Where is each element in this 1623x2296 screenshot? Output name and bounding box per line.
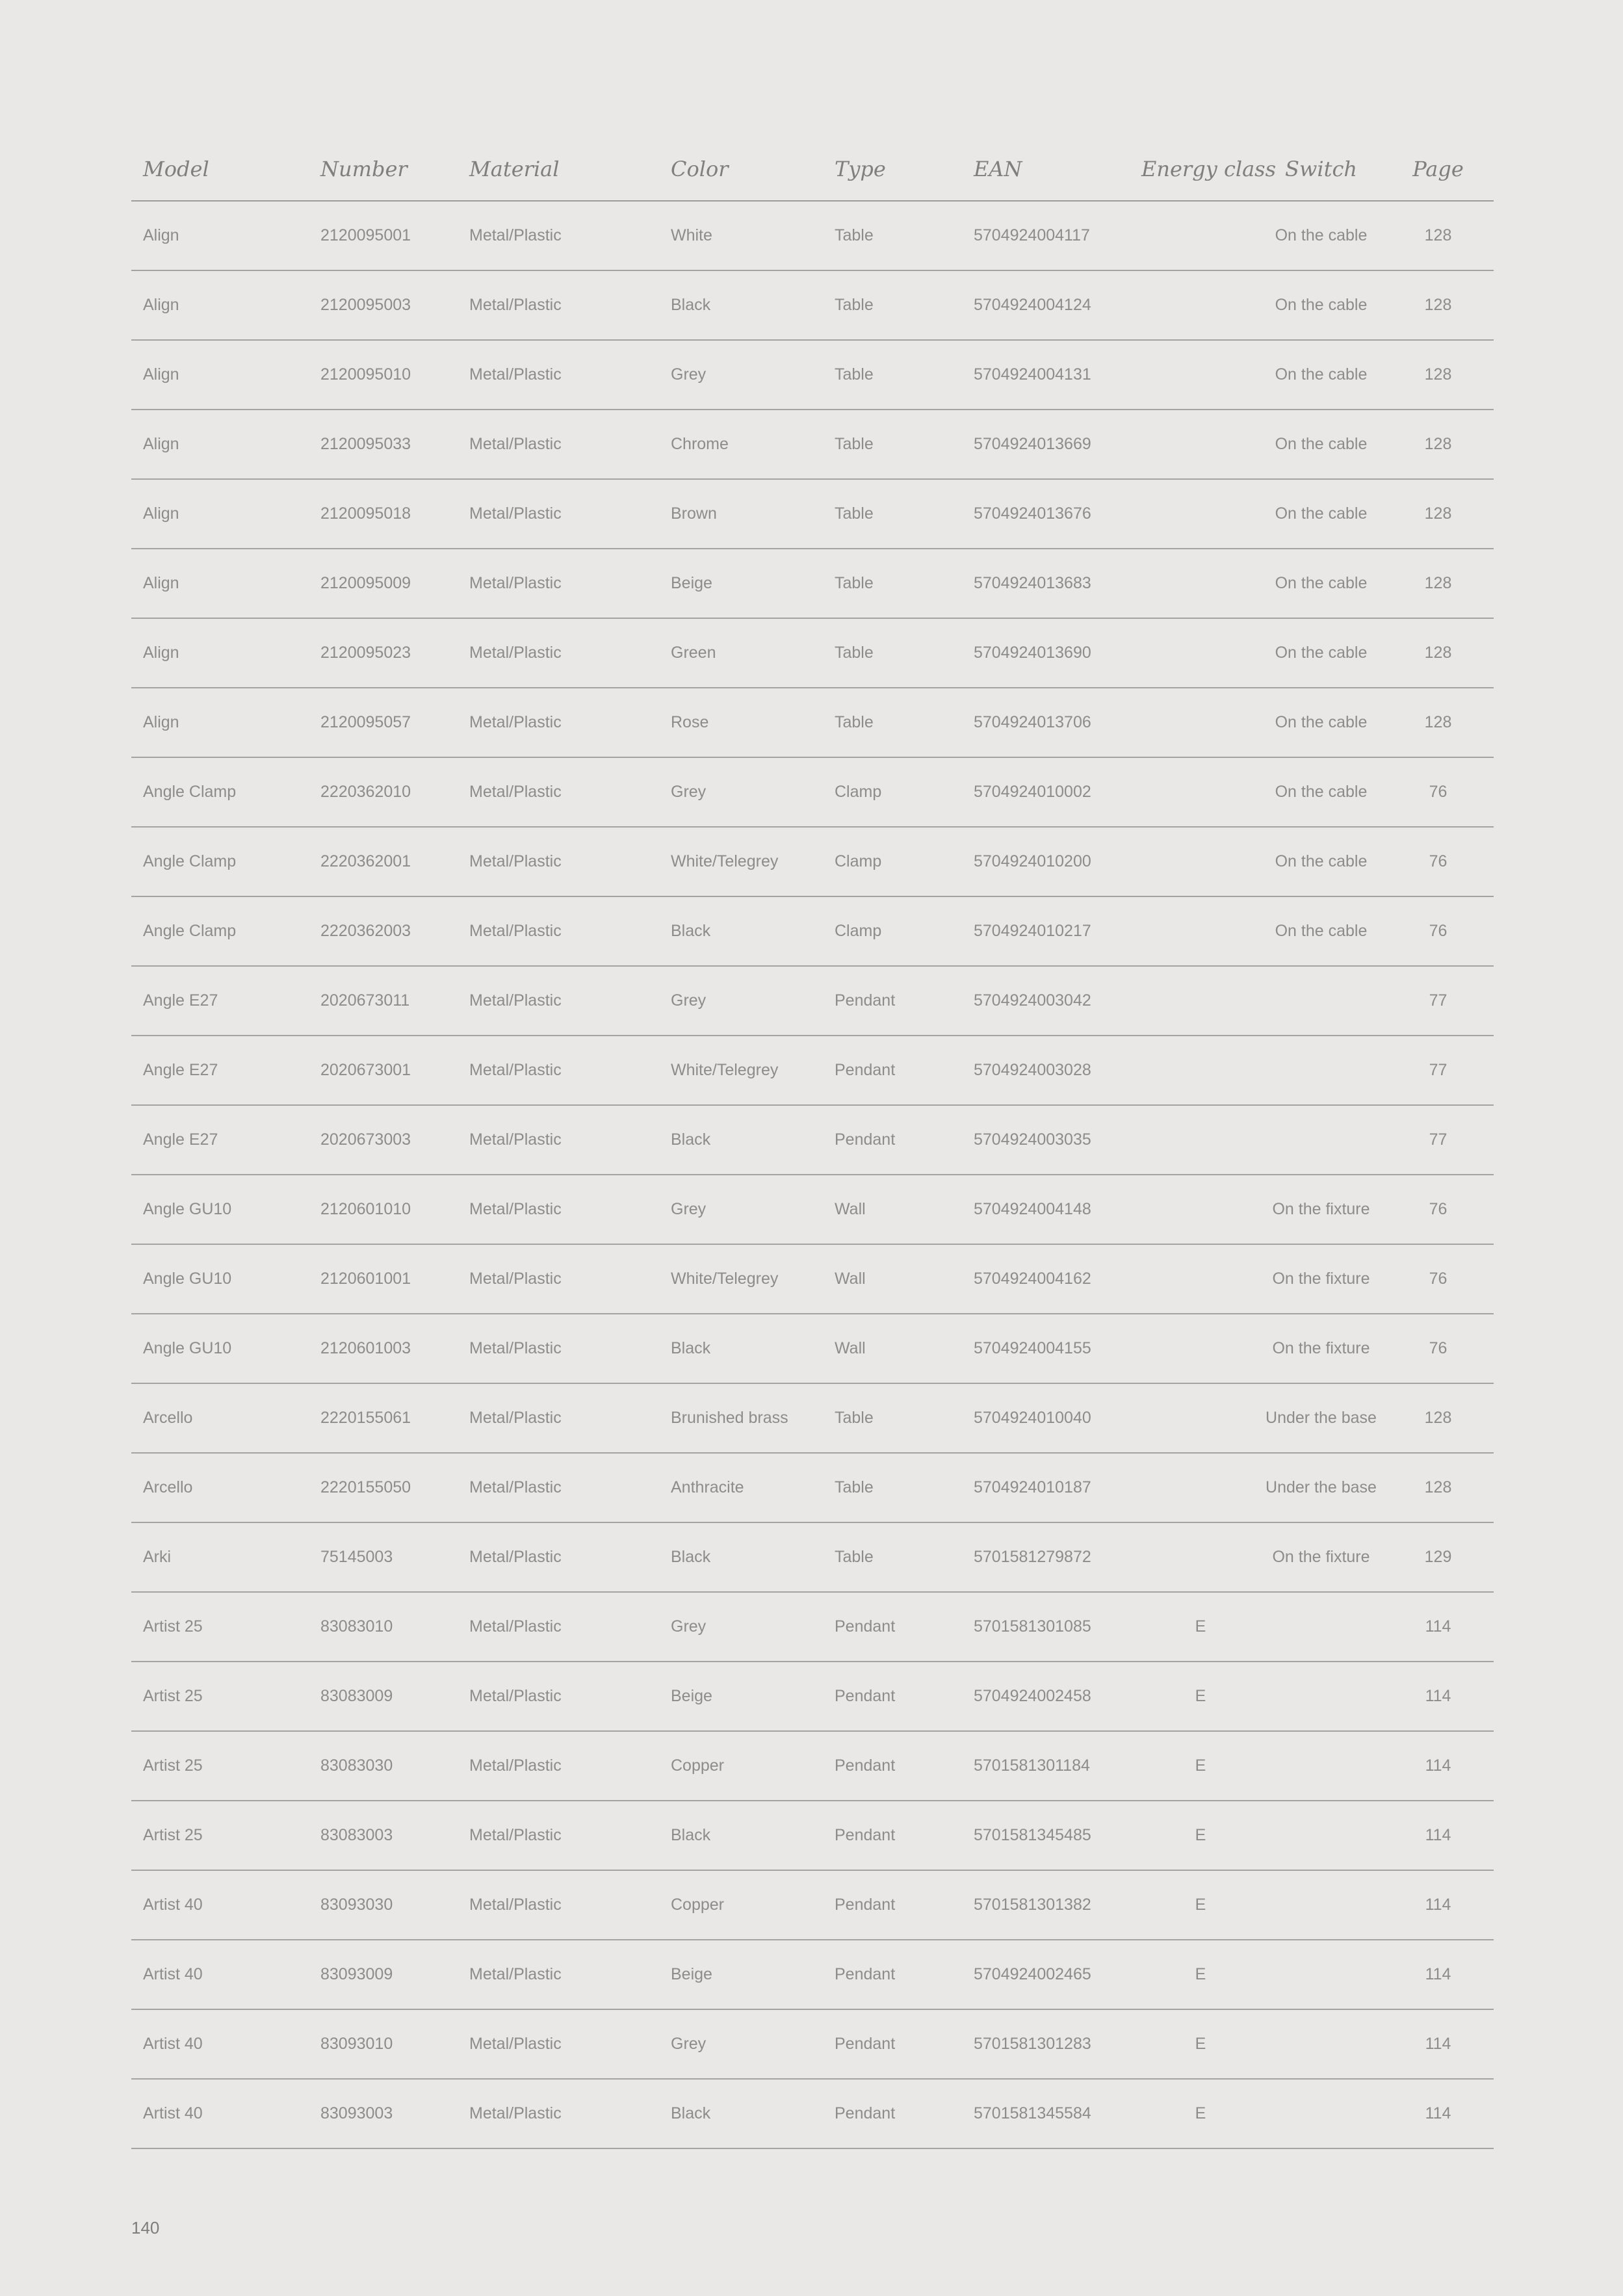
cell-type: Clamp — [823, 827, 962, 896]
cell-material: Metal/Plastic — [458, 1801, 659, 1870]
cell-energy-class — [1141, 1244, 1260, 1314]
cell-page: 128 — [1383, 549, 1494, 618]
cell-material: Metal/Plastic — [458, 201, 659, 270]
cell-model: Align — [131, 410, 309, 479]
cell-ean: 5704924002458 — [962, 1662, 1141, 1731]
cell-ean: 5704924003042 — [962, 966, 1141, 1036]
cell-page: 128 — [1383, 270, 1494, 340]
cell-page: 77 — [1383, 1036, 1494, 1105]
table-row — [131, 1036, 1494, 1105]
table-row — [131, 1175, 1494, 1244]
cell-model: Align — [131, 618, 309, 688]
cell-energy-class: E — [1141, 2009, 1260, 2079]
cell-type: Clamp — [823, 757, 962, 827]
cell-color: Black — [659, 1522, 823, 1592]
cell-page: 128 — [1383, 688, 1494, 757]
cell-material: Metal/Plastic — [458, 896, 659, 966]
cell-page: 128 — [1383, 410, 1494, 479]
page-number: 140 — [131, 2218, 160, 2237]
cell-page: 76 — [1383, 757, 1494, 827]
cell-color: Black — [659, 1314, 823, 1383]
cell-page: 129 — [1383, 1522, 1494, 1592]
cell-type: Table — [823, 410, 962, 479]
cell-model: Artist 40 — [131, 1870, 309, 1940]
cell-page: 114 — [1383, 1940, 1494, 2009]
cell-type: Pendant — [823, 2079, 962, 2148]
cell-ean: 5701581301382 — [962, 1870, 1141, 1940]
cell-page: 77 — [1383, 1105, 1494, 1175]
cell-material: Metal/Plastic — [458, 966, 659, 1036]
cell-color: Chrome — [659, 410, 823, 479]
cell-color: Rose — [659, 688, 823, 757]
table-row — [131, 2009, 1494, 2079]
cell-ean: 5704924010217 — [962, 896, 1141, 966]
cell-color: Green — [659, 618, 823, 688]
cell-page: 114 — [1383, 1662, 1494, 1731]
cell-material: Metal/Plastic — [458, 410, 659, 479]
cell-number: 83083010 — [309, 1592, 458, 1662]
cell-energy-class — [1141, 1105, 1260, 1175]
cell-page: 76 — [1383, 1175, 1494, 1244]
cell-energy-class — [1141, 1383, 1260, 1453]
cell-energy-class — [1141, 618, 1260, 688]
cell-ean: 5704924004124 — [962, 270, 1141, 340]
cell-switch — [1260, 1801, 1383, 1870]
cell-color: Anthracite — [659, 1453, 823, 1522]
cell-material: Metal/Plastic — [458, 1036, 659, 1105]
cell-energy-class — [1141, 1522, 1260, 1592]
cell-number: 2120095003 — [309, 270, 458, 340]
cell-switch: On the cable — [1260, 827, 1383, 896]
cell-number: 2120095010 — [309, 340, 458, 410]
cell-type: Table — [823, 201, 962, 270]
table-row — [131, 618, 1494, 688]
cell-switch — [1260, 1940, 1383, 2009]
table-row — [131, 1522, 1494, 1592]
cell-number: 83083030 — [309, 1731, 458, 1801]
cell-ean: 5701581345584 — [962, 2079, 1141, 2148]
cell-ean: 5704924004155 — [962, 1314, 1141, 1383]
cell-ean: 5704924013706 — [962, 688, 1141, 757]
table-row — [131, 1244, 1494, 1314]
cell-number: 2220362001 — [309, 827, 458, 896]
cell-color: Black — [659, 1105, 823, 1175]
cell-page: 128 — [1383, 201, 1494, 270]
cell-type: Pendant — [823, 1801, 962, 1870]
table-row — [131, 410, 1494, 479]
cell-color: Grey — [659, 966, 823, 1036]
cell-color: Brunished brass — [659, 1383, 823, 1453]
cell-page: 76 — [1383, 827, 1494, 896]
cell-color: Black — [659, 270, 823, 340]
cell-type: Pendant — [823, 1592, 962, 1662]
cell-model: Angle Clamp — [131, 757, 309, 827]
cell-ean: 5704924004117 — [962, 201, 1141, 270]
column-header-color: Color — [659, 138, 823, 201]
cell-ean: 5701581345485 — [962, 1801, 1141, 1870]
cell-material: Metal/Plastic — [458, 1662, 659, 1731]
cell-number: 2220155061 — [309, 1383, 458, 1453]
cell-number: 2220362010 — [309, 757, 458, 827]
cell-energy-class: E — [1141, 1662, 1260, 1731]
cell-type: Table — [823, 340, 962, 410]
cell-color: Black — [659, 1801, 823, 1870]
cell-color: White/Telegrey — [659, 1244, 823, 1314]
table-row — [131, 270, 1494, 340]
cell-number: 2120601001 — [309, 1244, 458, 1314]
cell-ean: 5704924010200 — [962, 827, 1141, 896]
cell-material: Metal/Plastic — [458, 549, 659, 618]
cell-material: Metal/Plastic — [458, 1592, 659, 1662]
cell-model: Angle E27 — [131, 966, 309, 1036]
cell-page: 128 — [1383, 618, 1494, 688]
cell-energy-class: E — [1141, 1731, 1260, 1801]
cell-number: 83093003 — [309, 2079, 458, 2148]
cell-switch: Under the base — [1260, 1453, 1383, 1522]
column-header-page: Page — [1383, 138, 1494, 201]
cell-switch — [1260, 1731, 1383, 1801]
cell-color: Black — [659, 2079, 823, 2148]
cell-energy-class: E — [1141, 1870, 1260, 1940]
cell-page: 114 — [1383, 1801, 1494, 1870]
cell-ean: 5701581279872 — [962, 1522, 1141, 1592]
cell-number: 2020673003 — [309, 1105, 458, 1175]
cell-material: Metal/Plastic — [458, 1940, 659, 2009]
cell-model: Artist 40 — [131, 2079, 309, 2148]
cell-ean: 5704924003035 — [962, 1105, 1141, 1175]
cell-type: Table — [823, 1522, 962, 1592]
table-row — [131, 1105, 1494, 1175]
cell-energy-class: E — [1141, 1801, 1260, 1870]
cell-number: 2120095033 — [309, 410, 458, 479]
cell-model: Angle GU10 — [131, 1244, 309, 1314]
cell-type: Pendant — [823, 1105, 962, 1175]
cell-page: 114 — [1383, 2009, 1494, 2079]
table-row — [131, 2079, 1494, 2148]
cell-page: 128 — [1383, 340, 1494, 410]
cell-color: Beige — [659, 549, 823, 618]
cell-material: Metal/Plastic — [458, 827, 659, 896]
cell-ean: 5704924004162 — [962, 1244, 1141, 1314]
cell-number: 2120601003 — [309, 1314, 458, 1383]
cell-number: 2220362003 — [309, 896, 458, 966]
table-row — [131, 1870, 1494, 1940]
cell-color: White/Telegrey — [659, 827, 823, 896]
table-row — [131, 1801, 1494, 1870]
cell-model: Align — [131, 479, 309, 549]
cell-switch: On the cable — [1260, 410, 1383, 479]
cell-energy-class — [1141, 1453, 1260, 1522]
cell-model: Artist 40 — [131, 2009, 309, 2079]
table-row — [131, 1453, 1494, 1522]
table-row — [131, 1314, 1494, 1383]
cell-material: Metal/Plastic — [458, 479, 659, 549]
cell-color: Grey — [659, 1175, 823, 1244]
cell-material: Metal/Plastic — [458, 757, 659, 827]
cell-type: Wall — [823, 1175, 962, 1244]
cell-ean: 5704924002465 — [962, 1940, 1141, 2009]
cell-material: Metal/Plastic — [458, 340, 659, 410]
cell-switch — [1260, 1592, 1383, 1662]
cell-type: Pendant — [823, 2009, 962, 2079]
table-row — [131, 479, 1494, 549]
cell-ean: 5701581301184 — [962, 1731, 1141, 1801]
cell-number: 2220155050 — [309, 1453, 458, 1522]
cell-color: Grey — [659, 757, 823, 827]
cell-page: 114 — [1383, 1592, 1494, 1662]
cell-ean: 5704924004148 — [962, 1175, 1141, 1244]
cell-color: Grey — [659, 1592, 823, 1662]
cell-model: Angle E27 — [131, 1036, 309, 1105]
column-header-type: Type — [823, 138, 962, 201]
cell-model: Angle Clamp — [131, 896, 309, 966]
column-header-energy-class: Energy class — [1141, 138, 1260, 201]
cell-type: Pendant — [823, 1662, 962, 1731]
table-header-row — [131, 138, 1494, 201]
cell-material: Metal/Plastic — [458, 2079, 659, 2148]
cell-model: Arcello — [131, 1383, 309, 1453]
cell-material: Metal/Plastic — [458, 618, 659, 688]
cell-model: Arcello — [131, 1453, 309, 1522]
cell-number: 2120095001 — [309, 201, 458, 270]
cell-type: Table — [823, 549, 962, 618]
cell-ean: 5704924013690 — [962, 618, 1141, 688]
cell-page: 128 — [1383, 1453, 1494, 1522]
table-body — [131, 201, 1494, 2148]
table-row — [131, 1940, 1494, 2009]
cell-ean: 5704924010040 — [962, 1383, 1141, 1453]
cell-model: Align — [131, 201, 309, 270]
cell-switch: On the fixture — [1260, 1175, 1383, 1244]
cell-model: Angle E27 — [131, 1105, 309, 1175]
cell-energy-class — [1141, 896, 1260, 966]
cell-type: Table — [823, 1383, 962, 1453]
cell-page: 114 — [1383, 1870, 1494, 1940]
cell-model: Artist 25 — [131, 1592, 309, 1662]
cell-material: Metal/Plastic — [458, 2009, 659, 2079]
cell-page: 114 — [1383, 2079, 1494, 2148]
cell-energy-class — [1141, 1036, 1260, 1105]
cell-material: Metal/Plastic — [458, 1244, 659, 1314]
cell-type: Pendant — [823, 1870, 962, 1940]
cell-material: Metal/Plastic — [458, 688, 659, 757]
cell-switch — [1260, 1105, 1383, 1175]
cell-number: 75145003 — [309, 1522, 458, 1592]
cell-type: Table — [823, 618, 962, 688]
cell-model: Artist 25 — [131, 1801, 309, 1870]
cell-type: Pendant — [823, 1036, 962, 1105]
cell-energy-class — [1141, 410, 1260, 479]
cell-switch: On the fixture — [1260, 1522, 1383, 1592]
cell-number: 2120095009 — [309, 549, 458, 618]
cell-color: Copper — [659, 1870, 823, 1940]
cell-color: Black — [659, 896, 823, 966]
cell-model: Align — [131, 270, 309, 340]
cell-page: 76 — [1383, 1244, 1494, 1314]
cell-energy-class — [1141, 270, 1260, 340]
cell-ean: 5704924004131 — [962, 340, 1141, 410]
cell-switch — [1260, 966, 1383, 1036]
cell-model: Angle GU10 — [131, 1314, 309, 1383]
table-row — [131, 896, 1494, 966]
cell-page: 114 — [1383, 1731, 1494, 1801]
cell-switch: On the cable — [1260, 270, 1383, 340]
cell-number: 2020673011 — [309, 966, 458, 1036]
cell-color: Grey — [659, 2009, 823, 2079]
cell-type: Pendant — [823, 1731, 962, 1801]
cell-ean: 5704924010002 — [962, 757, 1141, 827]
cell-type: Wall — [823, 1314, 962, 1383]
cell-color: Beige — [659, 1662, 823, 1731]
cell-type: Table — [823, 688, 962, 757]
cell-model: Angle Clamp — [131, 827, 309, 896]
cell-energy-class — [1141, 688, 1260, 757]
cell-material: Metal/Plastic — [458, 270, 659, 340]
cell-ean: 5704924013669 — [962, 410, 1141, 479]
cell-material: Metal/Plastic — [458, 1731, 659, 1801]
cell-material: Metal/Plastic — [458, 1105, 659, 1175]
table-row — [131, 340, 1494, 410]
cell-material: Metal/Plastic — [458, 1175, 659, 1244]
cell-energy-class — [1141, 549, 1260, 618]
cell-switch — [1260, 2079, 1383, 2148]
cell-model: Align — [131, 549, 309, 618]
cell-switch: On the cable — [1260, 340, 1383, 410]
cell-energy-class: E — [1141, 2079, 1260, 2148]
table-row — [131, 1731, 1494, 1801]
cell-switch: On the cable — [1260, 896, 1383, 966]
cell-energy-class — [1141, 966, 1260, 1036]
cell-energy-class — [1141, 479, 1260, 549]
cell-page: 128 — [1383, 1383, 1494, 1453]
product-table — [131, 138, 1494, 2149]
cell-switch: On the cable — [1260, 479, 1383, 549]
cell-switch: On the fixture — [1260, 1244, 1383, 1314]
cell-type: Pendant — [823, 1940, 962, 2009]
product-table-section — [131, 138, 1494, 2149]
cell-model: Align — [131, 340, 309, 410]
cell-switch: On the fixture — [1260, 1314, 1383, 1383]
cell-model: Align — [131, 688, 309, 757]
cell-model: Angle GU10 — [131, 1175, 309, 1244]
cell-number: 83093010 — [309, 2009, 458, 2079]
table-row — [131, 757, 1494, 827]
cell-switch: On the cable — [1260, 688, 1383, 757]
cell-ean: 5701581301283 — [962, 2009, 1141, 2079]
cell-energy-class — [1141, 1314, 1260, 1383]
table-row — [131, 1662, 1494, 1731]
cell-model: Artist 25 — [131, 1731, 309, 1801]
cell-color: Brown — [659, 479, 823, 549]
cell-material: Metal/Plastic — [458, 1383, 659, 1453]
cell-energy-class — [1141, 340, 1260, 410]
table-row — [131, 1592, 1494, 1662]
cell-ean: 5704924013683 — [962, 549, 1141, 618]
cell-color: White/Telegrey — [659, 1036, 823, 1105]
cell-number: 83083009 — [309, 1662, 458, 1731]
cell-model: Artist 25 — [131, 1662, 309, 1731]
cell-switch: On the cable — [1260, 549, 1383, 618]
cell-energy-class: E — [1141, 1592, 1260, 1662]
cell-color: Grey — [659, 340, 823, 410]
cell-page: 77 — [1383, 966, 1494, 1036]
cell-number: 83093009 — [309, 1940, 458, 2009]
cell-switch — [1260, 1036, 1383, 1105]
cell-material: Metal/Plastic — [458, 1522, 659, 1592]
cell-energy-class — [1141, 201, 1260, 270]
column-header-number: Number — [309, 138, 458, 201]
cell-number: 2120095057 — [309, 688, 458, 757]
cell-number: 2120095023 — [309, 618, 458, 688]
cell-page: 76 — [1383, 896, 1494, 966]
cell-type: Clamp — [823, 896, 962, 966]
cell-color: White — [659, 201, 823, 270]
cell-energy-class: E — [1141, 1940, 1260, 2009]
column-header-ean: EAN — [962, 138, 1141, 201]
cell-type: Table — [823, 270, 962, 340]
cell-switch: On the cable — [1260, 618, 1383, 688]
cell-color: Beige — [659, 1940, 823, 2009]
cell-number: 2120601010 — [309, 1175, 458, 1244]
cell-switch — [1260, 1662, 1383, 1731]
table-row — [131, 688, 1494, 757]
cell-energy-class — [1141, 757, 1260, 827]
cell-material: Metal/Plastic — [458, 1870, 659, 1940]
cell-number: 83093030 — [309, 1870, 458, 1940]
table-row — [131, 827, 1494, 896]
column-header-model: Model — [131, 138, 309, 201]
cell-ean: 5704924010187 — [962, 1453, 1141, 1522]
cell-type: Table — [823, 1453, 962, 1522]
cell-energy-class — [1141, 1175, 1260, 1244]
cell-switch — [1260, 2009, 1383, 2079]
cell-material: Metal/Plastic — [458, 1453, 659, 1522]
cell-material: Metal/Plastic — [458, 1314, 659, 1383]
cell-number: 2020673001 — [309, 1036, 458, 1105]
table-row — [131, 966, 1494, 1036]
cell-type: Wall — [823, 1244, 962, 1314]
column-header-material: Material — [458, 138, 659, 201]
cell-switch: On the cable — [1260, 757, 1383, 827]
cell-energy-class — [1141, 827, 1260, 896]
cell-page: 128 — [1383, 479, 1494, 549]
cell-number: 83083003 — [309, 1801, 458, 1870]
cell-switch — [1260, 1870, 1383, 1940]
cell-switch: On the cable — [1260, 201, 1383, 270]
cell-type: Table — [823, 479, 962, 549]
cell-model: Arki — [131, 1522, 309, 1592]
cell-switch: Under the base — [1260, 1383, 1383, 1453]
cell-ean: 5701581301085 — [962, 1592, 1141, 1662]
table-row — [131, 1383, 1494, 1453]
cell-color: Copper — [659, 1731, 823, 1801]
cell-type: Pendant — [823, 966, 962, 1036]
table-row — [131, 201, 1494, 270]
table-row — [131, 549, 1494, 618]
cell-model: Artist 40 — [131, 1940, 309, 2009]
column-header-switch: Switch — [1260, 138, 1383, 201]
cell-ean: 5704924003028 — [962, 1036, 1141, 1105]
cell-page: 76 — [1383, 1314, 1494, 1383]
cell-ean: 5704924013676 — [962, 479, 1141, 549]
cell-number: 2120095018 — [309, 479, 458, 549]
